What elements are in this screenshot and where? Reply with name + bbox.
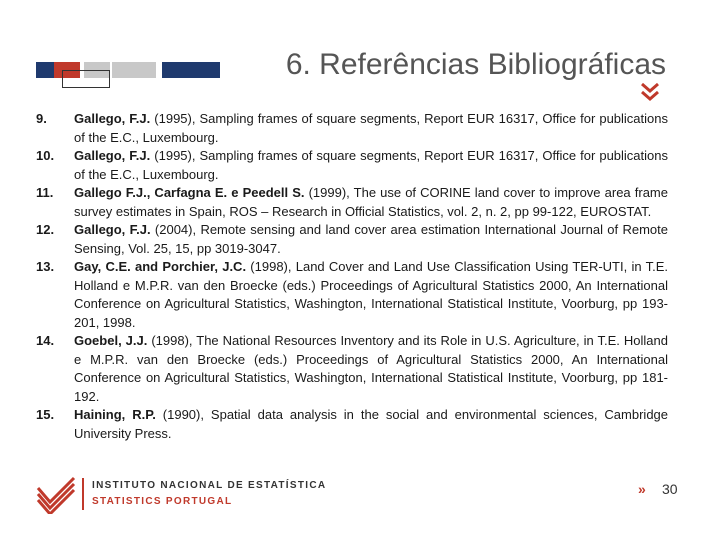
reference-author: Gallego, F.J.: [74, 111, 151, 126]
reference-text: (1998), The National Resources Inventory and its Role in U.S. Agriculture, in T.E. Holland e M.P.R. van den Broecke (eds.) Proceedings of Agricultural Statistics 2000, An International Conference on Agricultural Statistics, Washington, International Statistical Institute, Voorburg, pp 181-192.: [74, 333, 668, 404]
list-item: [36, 184, 668, 221]
list-item: [36, 110, 668, 147]
list-item: [36, 406, 668, 443]
reference-text: (1998), Land Cover and Land Use Classification Using TER-UTI, in T.E. Holland e M.P.R. van den Broecke (eds.) Proceedings of Agricultural Statistics 2000, An International Conference on Agricultural Statistics, Washington, International Statistical Institute, Voorburg, pp 193-201, 1998.: [74, 259, 668, 330]
reference-number: 9.: [36, 111, 47, 126]
ine-logo: [34, 474, 344, 514]
reference-number: 10.: [36, 148, 55, 163]
list-item: [36, 332, 668, 406]
list-item: [36, 147, 668, 184]
reference-list: [36, 110, 668, 443]
reference-number: 12.: [36, 222, 55, 237]
reference-number: 15.: [36, 407, 55, 422]
list-item: [36, 258, 668, 332]
reference-author: Goebel, J.J.: [74, 333, 148, 348]
reference-author: Gay, C.E. and Porchier, J.C.: [74, 259, 247, 274]
reference-text: (1995), Sampling frames of square segments, Report EUR 16317, Office for publications of the E.C., Luxembourg.: [74, 111, 668, 145]
reference-author: Gallego, F.J.: [74, 222, 151, 237]
header-outline-box: [62, 70, 110, 88]
reference-author: Gallego F.J., Carfagna E. e Peedell S.: [74, 185, 305, 200]
slide-title: 6. Referências Bibliográficas: [285, 48, 666, 81]
reference-number: 14.: [36, 333, 55, 348]
reference-text: (2004), Remote sensing and land cover area estimation International Journal of Remote Sensing, Vol. 25, 15, pp 3019-3047.: [74, 222, 668, 256]
reference-text: (1995), Sampling frames of square segments, Report EUR 16317, Office for publications of the E.C., Luxembourg.: [74, 148, 668, 182]
header-bar-navy-small: [36, 62, 54, 78]
logo-line-2: STATISTICS PORTUGAL: [92, 496, 233, 507]
reference-number: 13.: [36, 259, 55, 274]
reference-number: 11.: [36, 185, 54, 200]
reference-text: (1990), Spatial data analysis in the social and environmental sciences, Cambridge University Press.: [74, 407, 669, 441]
reference-text: (1999), The use of CORINE land cover to improve area frame survey estimates in Spain, ROS – Research in Official Statistics, vol. 2, n. 2, pp 99-122, EUROSTAT.: [74, 185, 668, 219]
chevron-down-icon: [638, 80, 662, 109]
list-item: [36, 221, 668, 258]
logo-line-1: INSTITUTO NACIONAL DE ESTATÍSTICA: [92, 480, 327, 491]
reference-author: Gallego, F.J.: [74, 148, 151, 163]
page-marker-icon: »: [638, 481, 646, 497]
page-number: 30: [662, 481, 678, 497]
ine-logo-mark-icon: [34, 474, 86, 514]
header-bar-grey-2: [112, 62, 156, 78]
reference-author: Haining, R.P.: [74, 407, 156, 422]
